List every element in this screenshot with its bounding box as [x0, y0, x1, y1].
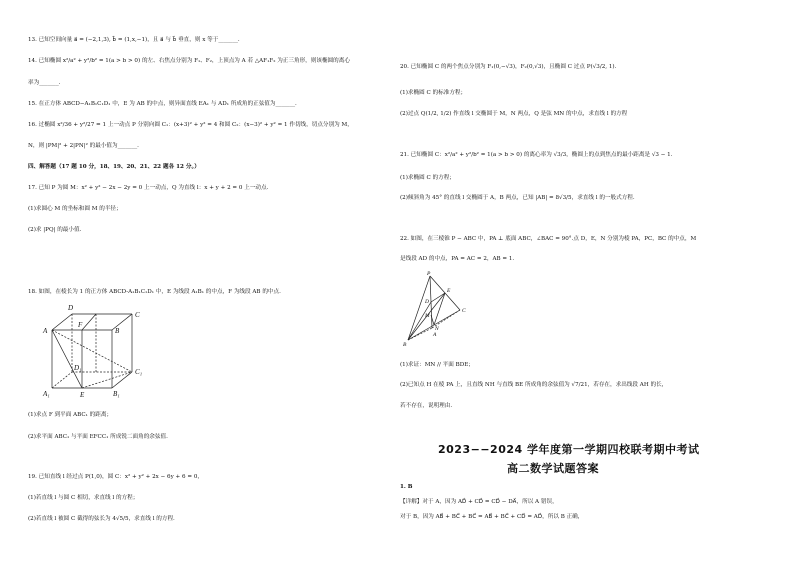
- question-21: 21. 已知椭圆 C：x²/a² + y²/b² = 1(a > b > 0) 的离心率为 √3/3，椭圆上的点到焦点的最小距离是 √3 − 1.: [400, 152, 673, 158]
- answer-1-option-b: 对于 B，因为 AB⃗ + BC⃗ + BC⃗ = AB⃗ + BC⃗ + CD⃗ = AD⃗，所以 B 正确，: [400, 514, 584, 520]
- question-22-part2: (2)已知点 H 在棱 PA 上，且直线 NH 与直线 BE 所成角的余弦值为 √7/21，若存在，求出线段 AH 的长，: [400, 382, 668, 388]
- cube-line-f-top: [82, 314, 96, 330]
- question-22-cont: 是线段 AD 的中点，PA = AC = 2，AB = 1.: [400, 256, 515, 262]
- pyr-label-a: A: [433, 332, 437, 338]
- cube-label-f: F: [78, 321, 83, 329]
- cube-edge-a1d1: [52, 372, 72, 388]
- pyr-line-db: [408, 302, 431, 340]
- pyr-label-d: D: [425, 299, 429, 305]
- question-20: 20. 已知椭圆 C 的两个焦点分别为 F₁(0,−√3)，F₂(0,√3)，且椭圆 C 过点 P(√3/2, 1).: [400, 64, 617, 70]
- cube-label-b1: B₁: [113, 390, 120, 398]
- question-14: 14. 已知椭圆 x²/a² + y²/b² = 1(a > b > 0) 的左、右焦点分别为 F₁、F₂，上顶点为 A 若 △AF₁F₂ 为正三角形，则该椭圆的离心: [28, 58, 350, 64]
- cube-label-e: E: [80, 391, 85, 399]
- question-18: 18. 如图，在棱长为 1 的正方体 ABCD-A₁B₁C₁D₁ 中，E 为线段 A₁B₁ 的中点，F 为线段 AB 的中点.: [28, 289, 281, 295]
- question-18-part2: (2)求平面 ABC₁ 与平面 EFCC₁ 所成锐二面角的余弦值.: [28, 434, 168, 440]
- cube-edge-ad: [52, 314, 72, 330]
- cube-label-d1: D₁: [74, 364, 82, 372]
- pyr-line-de: [431, 293, 445, 302]
- pyr-label-m: M: [425, 313, 430, 319]
- pyr-label-p: P: [427, 271, 431, 277]
- answer-title: 2023−−2024 学年度第一学期四校联考期中考试: [438, 443, 700, 456]
- question-15: 15. 在正方体 ABCD−A₁B₁C₁D₁ 中，E 为 AB 的中点，则异面直线 EA₁ 与 AD₁ 所成角的正弦值为_______.: [28, 101, 297, 107]
- cube-label-d: D: [68, 304, 74, 312]
- pyramid-figure: [402, 270, 482, 352]
- question-18-part1: (1)求点 F 到平面 ABC₁ 的距离；: [28, 412, 113, 418]
- cube-figure: [36, 300, 156, 402]
- cube-label-c1: C₁: [135, 368, 143, 376]
- question-14-cont: 率为_______.: [28, 80, 61, 86]
- pyr-edge-pa: [430, 276, 432, 328]
- question-22-part1: (1)求证：MN // 平面 BDE；: [400, 362, 474, 368]
- answer-1: 1. B: [400, 484, 413, 490]
- pyr-label-e: E: [447, 288, 451, 294]
- question-21-part1: (1)求椭圆 C 的方程；: [400, 175, 455, 181]
- section-4-heading: 四、解答题（17 题 10 分，18、19、20、21、22 题各 12 分。）: [28, 164, 200, 170]
- cube-line-ec1: [82, 372, 132, 388]
- question-19-part2: (2)若直线 l 被圆 C 截得的弦长为 4√5/5，求直线 l 的方程.: [28, 516, 175, 522]
- question-17: 17. 已知 P 为圆 M：x² + y² − 2x − 2y = 0 上一动点，Q 为直线 l：x + y + 2 = 0 上一动点.: [28, 185, 269, 191]
- question-20-part2: (2)过点 Q(1/2, 1/2) 作直线 l 交椭圆于 M，N 两点，Q 是弦 MN 的中点，求直线 l 的方程: [400, 111, 628, 117]
- cube-label-a1: A₁: [43, 390, 50, 398]
- answer-1-detail: 【详解】对于 A，因为 AD⃗ + CD⃗ = CD⃗ − DA⃗，所以 A 错误，: [400, 499, 558, 505]
- pyr-label-n: N: [435, 326, 439, 332]
- question-16: 16. 过椭圆 x²/36 + y²/27 = 1 上一动点 P 分别向圆 C₁：(x+3)² + y² = 4 和圆 C₂：(x−3)² + y² = 1 作切线，切点分别为 M，: [28, 122, 353, 128]
- question-22: 22. 如图，在三棱锥 P − ABC 中，PA ⊥ 底面 ABC，∠BAC = 90°.点 D，E，N 分别为棱 PA，PC，BC 的中点，M: [400, 236, 697, 242]
- cube-line-ac1: [52, 330, 132, 372]
- question-13: 13. 已知空间向量 a⃗ = (−2,1,3), b⃗ = (1,x,−1)，且 a⃗ 与 b⃗ 垂直，则 x 等于_______.: [28, 37, 240, 43]
- question-22-part2-cont: 若不存在，说明理由.: [400, 403, 453, 409]
- question-17-part2: (2)求 |PQ| 的最小值.: [28, 227, 82, 233]
- cube-line-ae: [52, 330, 82, 388]
- question-19-part1: (1)若直线 l 与圆 C 相切，求直线 l 的方程；: [28, 495, 139, 501]
- cube-label-c: C: [135, 311, 140, 319]
- cube-label-b: B: [115, 327, 120, 335]
- question-21-part2: (2)倾斜角为 45° 的直线 l 交椭圆于 A，B 两点，已知 |AB| = 8√3/5，求直线 l 的一般式方程.: [400, 195, 635, 201]
- answer-subtitle: 高二数学试题答案: [507, 462, 599, 475]
- question-19: 19. 已知直线 l 经过点 P(1,0)，圆 C：x² + y² + 2x − 6y + 6 = 0，: [28, 474, 203, 480]
- cube-label-a: A: [43, 327, 48, 335]
- pyr-label-b: B: [403, 342, 407, 348]
- pyr-label-c: C: [462, 308, 466, 314]
- pyr-line-en: [434, 293, 445, 325]
- question-20-part1: (1)求椭圆 C 的标准方程；: [400, 90, 467, 96]
- question-16-cont: N，则 |PM|² + 2|PN|² 的最小值为_______.: [28, 143, 139, 149]
- cube-edge-b1c1: [112, 372, 132, 388]
- question-17-part1: (1)求圆心 M 的坐标和圆 M 的半径；: [28, 206, 122, 212]
